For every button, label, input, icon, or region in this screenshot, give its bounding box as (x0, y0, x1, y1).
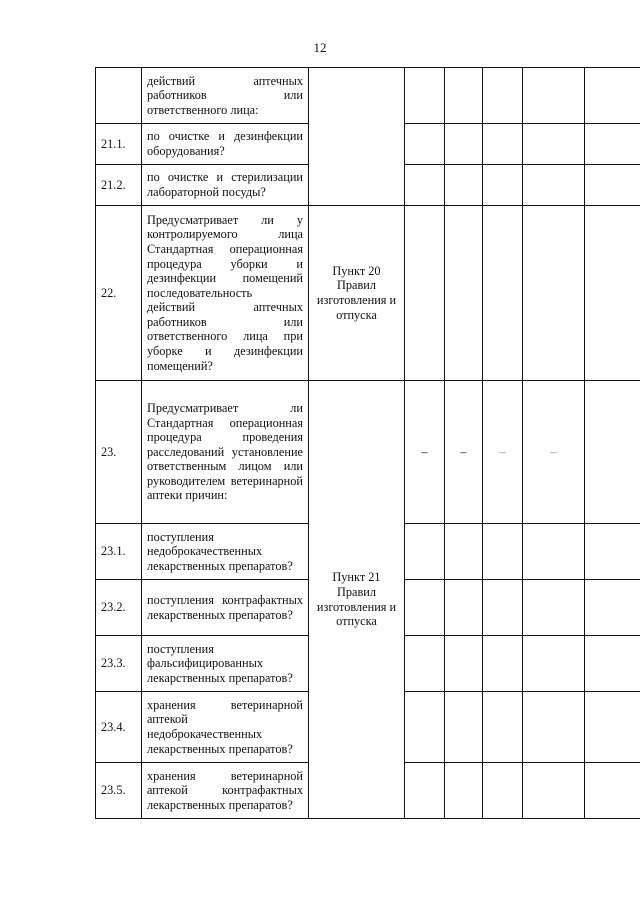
answer-cell (523, 692, 585, 763)
row-number: 23.3. (96, 636, 142, 692)
answer-cell (445, 692, 483, 763)
answer-cell (445, 381, 483, 524)
requirement-text: по очистке и стерилизации лабораторной посуды? (142, 165, 309, 206)
answer-cell (483, 580, 523, 636)
table-row (96, 68, 640, 124)
answer-cell (585, 524, 640, 580)
answer-cell (523, 381, 585, 524)
answer-cell (405, 524, 445, 580)
answer-cell (405, 692, 445, 763)
reference-cell: Пункт 20 Правил изготовления и отпуска (309, 206, 405, 381)
answer-cell (405, 206, 445, 381)
answer-cell (445, 165, 483, 206)
answer-cell (405, 763, 445, 819)
answer-cell (523, 165, 585, 206)
page-number: 12 (313, 40, 327, 55)
answer-cell (483, 206, 523, 381)
answer-cell (585, 165, 640, 206)
answer-cell (585, 206, 640, 381)
requirement-text: Предусматривает ли Стандартная операционная процедура проведения расследований установление ответственным лицом или руководителем ветеринарной аптеки причин: (142, 381, 309, 524)
answer-cell (523, 763, 585, 819)
row-number: 21.2. (96, 165, 142, 206)
answer-cell (585, 692, 640, 763)
answer-cell (585, 381, 640, 524)
answer-cell (585, 636, 640, 692)
answer-cell (405, 580, 445, 636)
answer-cell (585, 124, 640, 165)
answer-cell (483, 636, 523, 692)
answer-cell (523, 206, 585, 381)
answer-cell (483, 381, 523, 524)
answer-cell (405, 636, 445, 692)
row-number: 23.2. (96, 580, 142, 636)
answer-cell (405, 124, 445, 165)
requirement-text: поступления фальсифицированных лекарственных препаратов? (142, 636, 309, 692)
answer-cell (585, 68, 640, 124)
answer-cell (523, 636, 585, 692)
table-row (96, 381, 640, 524)
answer-cell (483, 124, 523, 165)
requirement-text: Предусматривает ли у контролируемого лица Стандартная операционная процедура уборки и дезинфекции помещений последовательность действий аптечных работников или ответственного лица при уборке и дезинфекции помещений? (142, 206, 309, 381)
row-number: 23.5. (96, 763, 142, 819)
reference-cell: Пункт 21 Правил изготовления и отпуска (309, 381, 405, 819)
dash-mark: – (421, 444, 428, 459)
row-number: 23.1. (96, 524, 142, 580)
reference-cell (309, 68, 405, 206)
answer-cell (585, 763, 640, 819)
answer-cell (445, 206, 483, 381)
dash-mark: – (460, 444, 467, 459)
answer-cell (445, 124, 483, 165)
requirement-text: по очистке и дезинфекции оборудования? (142, 124, 309, 165)
row-number: 21.1. (96, 124, 142, 165)
answer-cell (483, 692, 523, 763)
answer-cell (445, 580, 483, 636)
answer-cell (405, 68, 445, 124)
table-row (96, 206, 640, 381)
requirement-text: поступления недоброкачественных лекарственных препаратов? (142, 524, 309, 580)
row-number (96, 68, 142, 124)
answer-cell (523, 68, 585, 124)
dash-mark: – (550, 444, 557, 459)
row-number: 22. (96, 206, 142, 381)
answer-cell (483, 763, 523, 819)
answer-cell (445, 636, 483, 692)
answer-cell (585, 580, 640, 636)
answer-cell (405, 381, 445, 524)
requirement-text: хранения ветеринарной аптекой недоброкачественных лекарственных препаратов? (142, 692, 309, 763)
answer-cell (523, 580, 585, 636)
answer-cell (483, 165, 523, 206)
checklist-table (95, 67, 640, 819)
row-number: 23.4. (96, 692, 142, 763)
requirement-text: хранения ветеринарной аптекой контрафактных лекарственных препаратов? (142, 763, 309, 819)
answer-cell (445, 524, 483, 580)
requirement-text: действий аптечных работников или ответственного лица: (142, 68, 309, 124)
answer-cell (445, 68, 483, 124)
answer-cell (523, 124, 585, 165)
answer-cell (523, 524, 585, 580)
answer-cell (483, 68, 523, 124)
dash-mark: – (499, 444, 506, 459)
row-number: 23. (96, 381, 142, 524)
answer-cell (483, 524, 523, 580)
requirement-text: поступления контрафактных лекарственных препаратов? (142, 580, 309, 636)
answer-cell (405, 165, 445, 206)
answer-cell (445, 763, 483, 819)
